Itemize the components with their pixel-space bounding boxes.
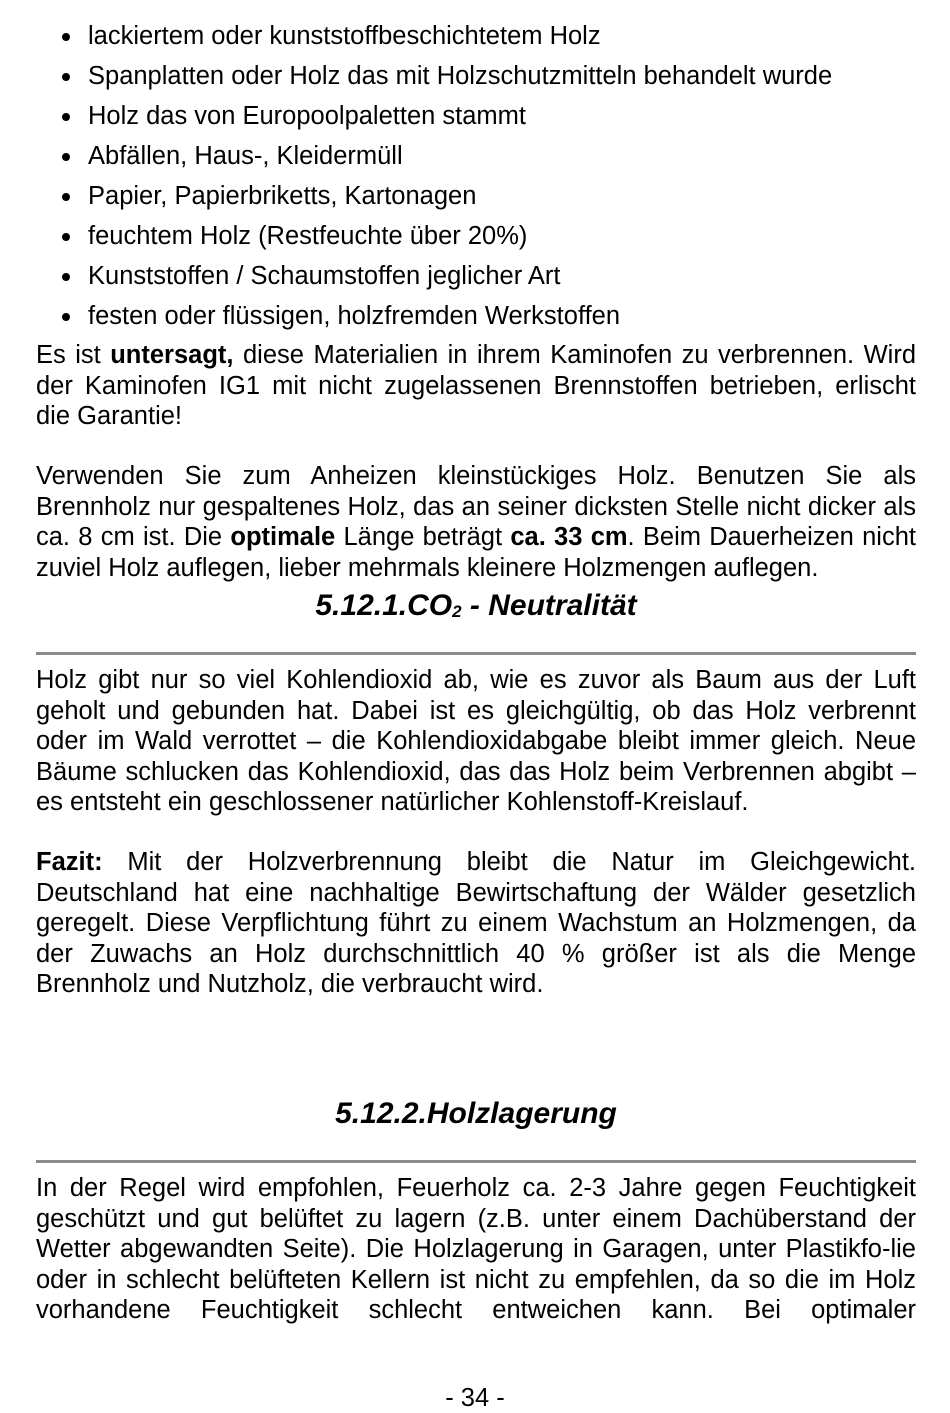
bullet-icon [62, 233, 70, 241]
excluded-materials-list [36, 18, 916, 338]
list-item: Papier, Papierbriketts, Kartonagen [36, 178, 916, 218]
co2-paragraph: Holz gibt nur so viel Kohlendioxid ab, wie es zuvor als Baum aus der Luft geholt und gebunden hat. Dabei ist es gleichgültig, ob das Holz verbrennt oder im Wald verrottet – die Kohlendioxidabgabe bleibt immer gleich. Neue Bäume schlucken das Kohlendioxid, das das Holz beim Verbrennen abgibt – es entsteht ein geschlossener natürlicher Kohlenstoff-Kreislauf. [36, 666, 916, 816]
list-item: Abfällen, Haus-, Kleidermüll [36, 138, 916, 178]
bullet-icon [62, 33, 70, 41]
section-divider [36, 1160, 916, 1163]
list-item: Holz das von Europoolpaletten stammt [36, 98, 916, 138]
conclusion-paragraph: Fazit: Mit der Holzverbrennung bleibt die Natur im Gleichgewicht. Deutschland hat eine nachhaltige Bewirtschaftung der Wälder gesetzlich geregelt. Diese Verpflichtung führt zu einem Wachstum an Holzmengen, da der Zuwachs an Holz durchschnittlich 40 % größer ist als die Menge Brennholz und Nutzholz, die verbraucht wird. [36, 848, 916, 998]
list-item: lackiertem oder kunststoffbeschichtetem Holz [36, 18, 916, 58]
page-number: - 34 - [445, 1384, 505, 1412]
bullet-icon [62, 313, 70, 321]
list-item: Kunststoffen / Schaumstoffen jeglicher Art [36, 258, 916, 298]
section-heading-co2-neutrality: $5.12.1.CO_2$ - Neutralität [315, 589, 637, 622]
bullet-icon [62, 153, 70, 161]
section-heading-wood-storage: 5.12.2.Holzlagerung [335, 1097, 617, 1130]
list-item: Spanplatten oder Holz das mit Holzschutzmitteln behandelt wurde [36, 58, 916, 98]
prohibition-paragraph: Es ist untersagt, diese Materialien in ihrem Kaminofen zu verbrennen. Wird der Kaminofen IG1 mit nicht zugelassenen Brennstoffen betrieben, erlischt die Garantie! [36, 341, 917, 430]
wood-storage-paragraph: In der Regel wird empfohlen, Feuerholz ca. 2-3 Jahre gegen Feuchtigkeit geschützt und gut belüftet zu lagern (z.B. unter einem Dachüberstand der Wetter abgewandten Seite). Die Holzlagerung in Garagen, unter Plastikfo-lie oder in schlecht belüfteten Kellern ist nicht zu empfehlen, da so die im Holz vorhandene Feuchtigkeit schlecht entweichen kann. Bei optimaler [36, 1174, 916, 1324]
section-divider [36, 652, 916, 655]
bullet-icon [62, 73, 70, 81]
firewood-usage-paragraph: Verwenden Sie zum Anheizen kleinstückiges Holz. Benutzen Sie als Brennholz nur gespaltenes Holz, das an seiner dicksten Stelle nicht dicker als ca. 8 cm ist. Die optimale Länge beträgt ca. 33 cm. Beim Dauerheizen nicht zuviel Holz auflegen, lieber mehrmals kleinere Holzmengen auflegen. [36, 462, 916, 582]
bullet-icon [62, 113, 70, 121]
list-item: festen oder flüssigen, holzfremden Werkstoffen [36, 298, 916, 338]
bullet-icon [62, 273, 70, 281]
list-item: feuchtem Holz (Restfeuchte über 20%) [36, 218, 916, 258]
bullet-icon [62, 193, 70, 201]
